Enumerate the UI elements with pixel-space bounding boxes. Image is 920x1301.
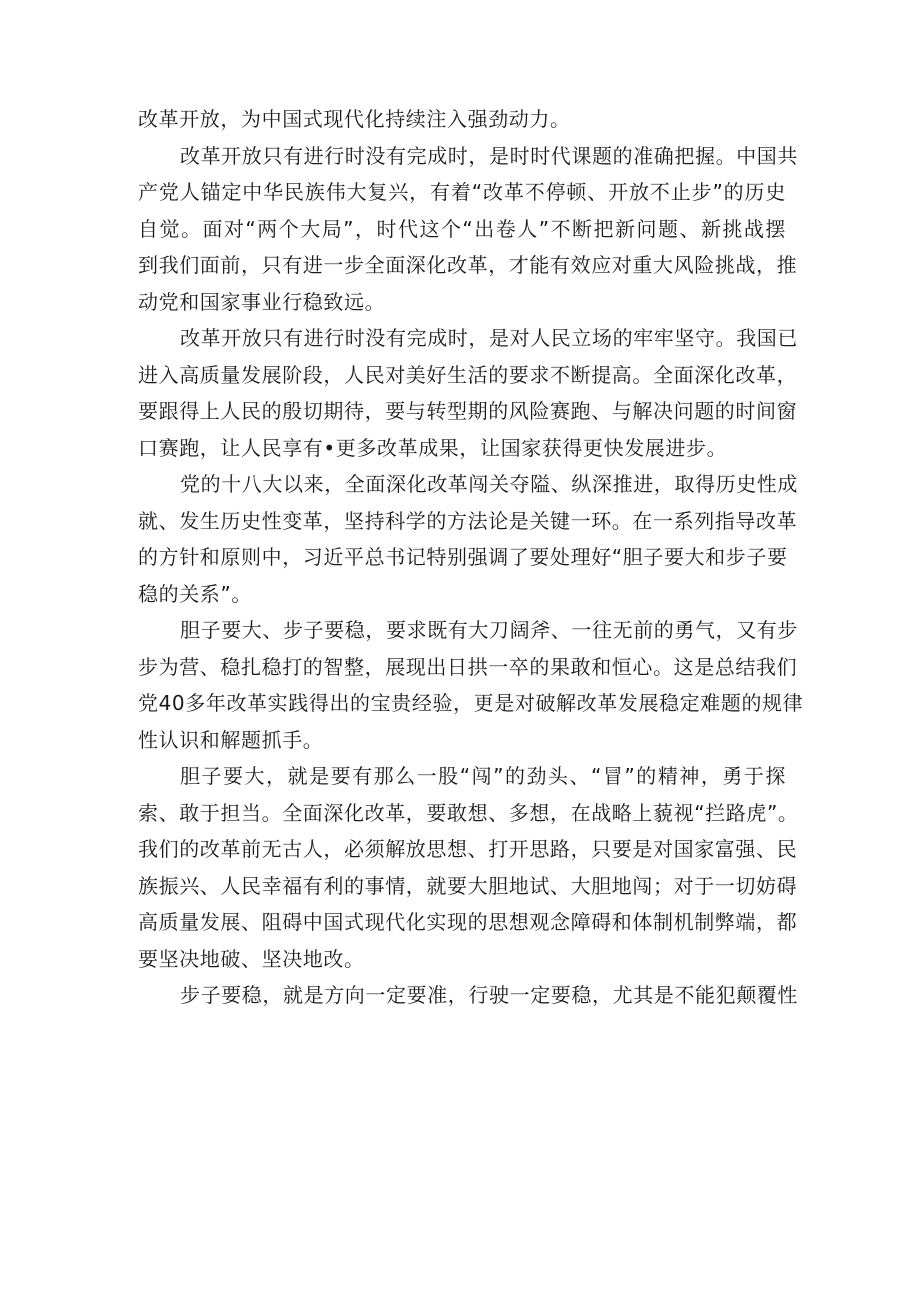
- text-line: 动党和国家事业行稳致远。: [138, 289, 386, 314]
- text-line: 党的十八大以来，全面深化改革闯关夺隘、纵深推进，取得历史性成: [180, 472, 798, 496]
- text-line: 就、发生历史性变革，坚持科学的方法论是关键一环。在一系列指导改革: [138, 508, 798, 533]
- text-line: 改革开放只有进行时没有完成时，是对人民立场的牢牢坚守。我国已: [180, 326, 798, 350]
- text-line: 胆子要大、步子要稳，要求既有大刀阔斧、一往无前的勇气，又有步: [180, 618, 798, 642]
- text-line: 改革开放只有进行时没有完成时，是时时代课题的准确把握。中国共: [180, 143, 798, 168]
- text-line: 族振兴、人民幸福有利的事情，就要大胆地试、大胆地闯；对于一切妨碍: [138, 873, 798, 898]
- text-line: 步为营、稳扎稳打的智整，展现出日拱一卒的果敢和恒心。这是总结我们: [138, 654, 798, 679]
- text-line: 自觉。面对“两个大局”，时代这个“出卷人”不断把新问题、新挑战摆: [138, 216, 786, 241]
- text-line: 胆子要大，就是要有那么一股“闯”的劲头、“冒”的精神，勇于探: [180, 764, 786, 788]
- text-line: 产党人锚定中华民族伟大复兴，有着“改革不停顿、开放不止步”的历史: [138, 180, 786, 204]
- text-line: 高质量发展、阻碍中国式现代化实现的思想观念障碍和体制机制弊端，都: [138, 910, 798, 934]
- text-line: 进入高质量发展阶段，人民对美好生活的要求不断提高。全面深化改革，: [138, 362, 798, 387]
- text-line: 性认识和解题抓手。: [138, 727, 324, 752]
- text-line: 索、敢于担当。全面深化改革，要敢想、多想，在战略上藐视“拦路虎”。: [138, 800, 799, 825]
- text-line: 步子要稳，就是方向一定要准，行驶一定要稳，尤其是不能犯颠覆性: [180, 983, 798, 1007]
- text-line: 我们的改革前无古人，必须解放思想、打开思路，只要是对国家富强、民: [138, 837, 798, 861]
- text-line: 党40多年改革实践得出的宝贵经验，更是对破解改革发展稳定难题的规律: [138, 691, 804, 715]
- text-line: 口赛跑，让人民享有•更多改革成果，让国家获得更快发展进步。: [138, 435, 728, 460]
- text-line: 要坚决地破、坚决地改。: [138, 946, 365, 971]
- text-line: 要跟得上人民的殷切期待，要与转型期的风险赛跑、与解决问题的时间窗: [138, 399, 798, 423]
- text-line: 稳的关系”。: [138, 581, 252, 606]
- body-text: [138, 101, 804, 1014]
- text-line: 的方针和原则中，习近平总书记特别强调了要处理好“胆子要大和步子要: [138, 545, 788, 569]
- text-line: 改革开放，为中国式现代化持续注入强劲动力。: [138, 107, 571, 131]
- text-line: 到我们面前，只有进一步全面深化改革，才能有效应对重大风险挑战，推: [138, 253, 798, 277]
